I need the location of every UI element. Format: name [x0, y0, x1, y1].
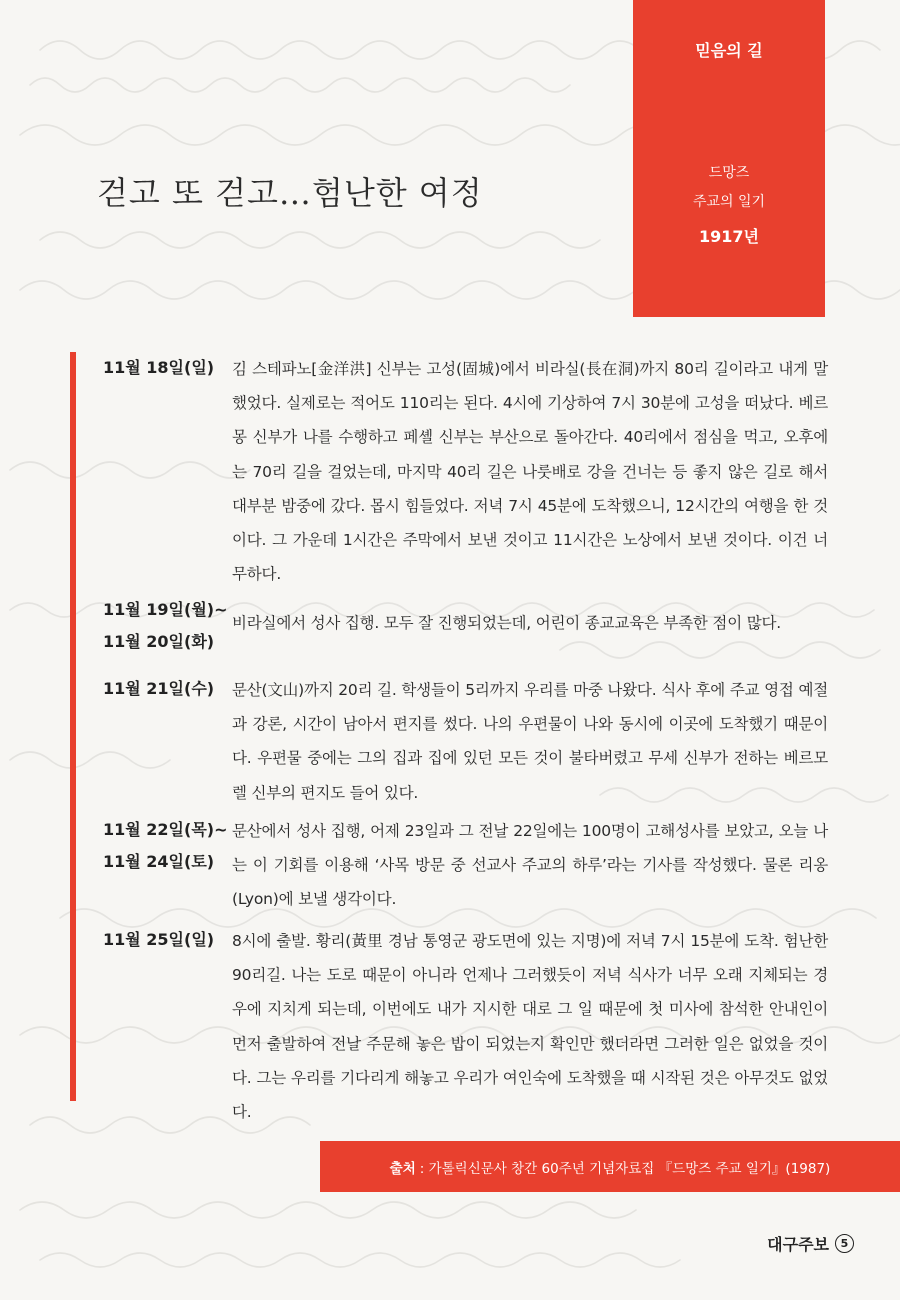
entry-text: 8시에 출발. 황리(黃里 경남 통영군 광도면에 있는 지명)에 저녁 7시 15분에 도착. 험난한 90리길. 나는 도로 때문이 아니라 언제나 그러했듯이 저녁 식사가 너무 오래 지체되는 경우에 지치게 되는데, 이번에도 내가 지시한 대로 그 일 때문에 첫 미사에 참석한 안내인이 먼저 출발하여 전날 주문해 놓은 밥이 되었는지 확인만 했더라면 그러한 일은 없었을 것이다. 그는 우리를 기다리게 해놓고 우리가 여인숙에 도착했을 때 시작된 것은 아무것도 없었다. [232, 932, 828, 1122]
entry-date [103, 352, 228, 384]
source-citation [320, 1141, 900, 1192]
entry-date [103, 924, 228, 956]
entry-date-line: 11월 25일(일) [103, 930, 215, 949]
entry-date-line: 11월 18일(일) [103, 358, 215, 377]
entry-date [103, 594, 228, 658]
publication-name: 대구주보 [767, 1235, 829, 1254]
series-author: 드망즈 [708, 165, 750, 181]
series-section-label: 믿음의 길 [695, 41, 763, 60]
entry-text: 김 스테파노[金洋洪] 신부는 고성(固城)에서 비라실(長在洞)까지 80리 길이라고 내게 말했었다. 실제로는 적어도 110리는 된다. 4시에 기상하여 7시 30분에 고성을 떠났다. 베르몽 신부가 나를 수행하고 페셸 신부는 부산으로 돌아간다. 40리에서 점심을 먹고, 오후에는 70리 길을 걸었는데, 마지막 40리 길은 나룻배로 강을 건너는 등 좋지 않은 길로 해서 대부분 밤중에 갔다. 몹시 힘들었다. 저녁 7시 45분에 도착했으니, 12시간의 여행을 한 것이다. 그 가운데 1시간은 주막에서 보낸 것이고 11시간은 노상에서 보낸 것이다. 이건 너무하다. [232, 360, 828, 584]
series-subtitle: 주교의 일기 [692, 194, 766, 210]
source-text: : 가톨릭신문사 창간 60주년 기념자료집 『드망즈 주교 일기』(1987) [419, 1160, 831, 1177]
entry-date-line: 11월 21일(수) [103, 679, 215, 698]
series-tag-box [633, 0, 825, 317]
page-title: 걷고 또 걷고…험난한 여정 [97, 174, 483, 212]
entry-text: 문산(文山)까지 20리 길. 학생들이 5리까지 우리를 마중 나왔다. 식사 후에 주교 영접 예절과 강론, 시간이 남아서 편지를 썼다. 나의 우편물이 나와 동시에 이곳에 도착했기 때문이다. 우편물 중에는 그의 집과 집에 있던 모든 것이 불타버렸고 무세 신부가 전하는 베르모렐 신부의 편지도 들어 있다. [232, 681, 828, 802]
entry-date-line: 11월 22일(목)~ [103, 820, 228, 839]
entry-date-line: 11월 20일(화) [103, 632, 215, 651]
entry-date-line: 11월 19일(월)~ [103, 600, 228, 619]
source-label: 출처 [389, 1160, 416, 1177]
series-year: 1917년 [699, 227, 759, 246]
page-footer [767, 1232, 854, 1255]
accent-bar [70, 352, 76, 1101]
entry-date-line: 11월 24일(토) [103, 852, 215, 871]
entry-date [103, 814, 228, 878]
page-number: 5 [835, 1234, 854, 1253]
entry-text: 문산에서 성사 집행, 어제 23일과 그 전날 22일에는 100명이 고해성사를 보았고, 오늘 나는 이 기회를 이용해 ‘사목 방문 중 선교사 주교의 하루’라는 기사를 작성했다. 물론 리옹(Lyon)에 보낼 생각이다. [232, 822, 828, 909]
entry-text: 비라실에서 성사 집행. 모두 잘 진행되었는데, 어린이 종교교육은 부족한 점이 많다. [232, 614, 781, 632]
entry-date [103, 673, 228, 705]
